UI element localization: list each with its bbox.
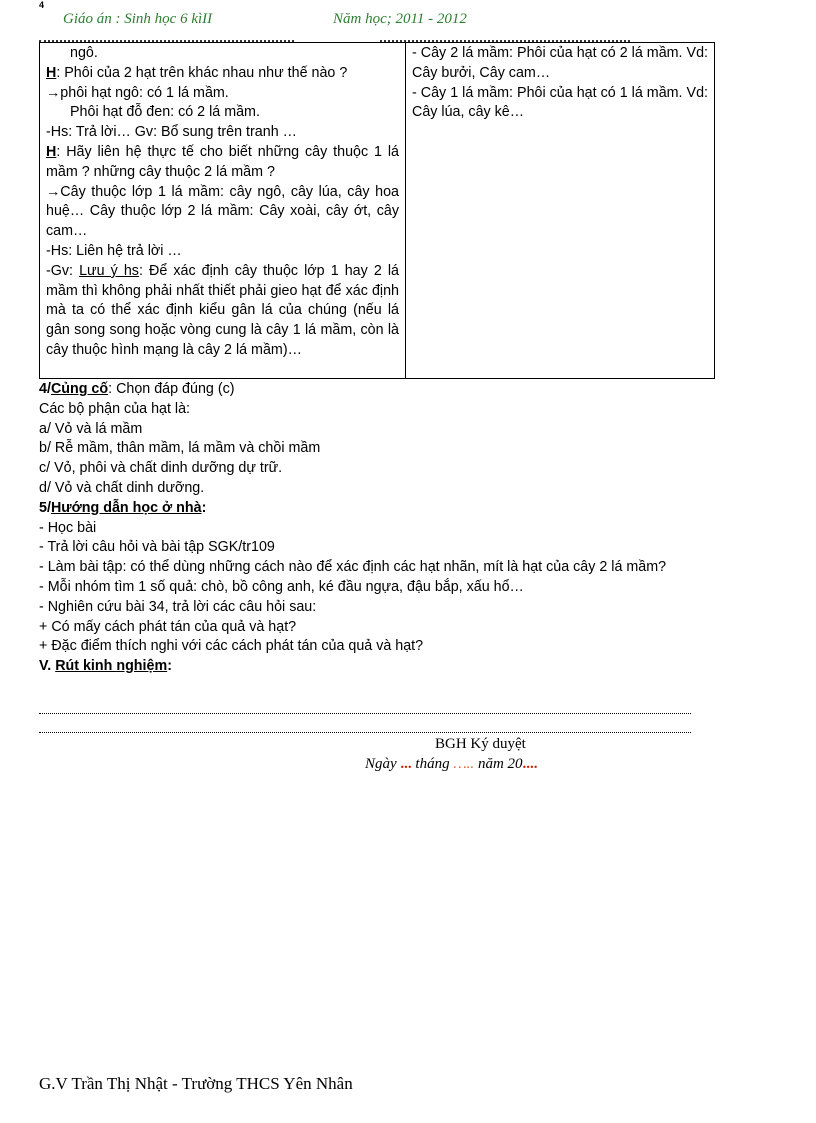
section-number: 5/ — [39, 499, 51, 516]
teacher-note-prefix: -Gv: — [46, 262, 80, 279]
after-table-content — [39, 380, 699, 677]
homework-heading — [39, 499, 699, 519]
option-a: a/ Vỏ và lá mầm — [39, 420, 143, 437]
header-subject: Giáo án : Sinh học 6 kìII — [63, 11, 213, 27]
left-line: Phôi hạt đỗ đen: có 2 lá mầm. — [70, 104, 260, 121]
homework-item: - Mỗi nhóm tìm 1 số quả: chò, bồ công anh, ké đầu ngựa, đậu bắp, xấu hổ… — [39, 578, 524, 595]
option-d: d/ Vỏ và chất dinh dưỡng. — [39, 479, 205, 496]
page-number: 4 — [39, 0, 45, 10]
date-blank-year: .... — [522, 756, 538, 772]
teacher-student-activities-cell — [40, 43, 406, 379]
experience-dotted-line-2 — [39, 732, 691, 733]
homework-item: + Có mấy cách phát tán của quả và hạt? — [39, 618, 297, 635]
teacher-note-line — [46, 262, 399, 361]
left-line: -Hs: Trả lời… Gv: Bổ sung trên tranh … — [46, 124, 297, 141]
lesson-table — [39, 42, 715, 379]
left-line: →phôi hạt ngô: có 1 lá mầm. — [46, 84, 229, 101]
option-b: b/ Rễ mầm, thân mầm, lá mầm và chồi mầm — [39, 440, 321, 457]
consolidation-heading — [39, 380, 699, 400]
section-title: Rút kinh nghiệm — [55, 658, 168, 675]
footer-author: G.V Trần Thị Nhật - Trường THCS Yên Nhân — [39, 1074, 353, 1093]
date-year-label: năm 20 — [477, 756, 523, 772]
experience-heading — [39, 657, 699, 677]
header-school-year: Năm học; 2011 - 2012 — [333, 11, 467, 27]
left-line: -Hs: Liên hệ trả lời … — [46, 242, 182, 259]
homework-item: - Học bài — [39, 519, 97, 536]
section-title: Hướng dẫn học ở nhà — [50, 499, 202, 516]
approval-date — [365, 756, 538, 773]
question-line — [46, 64, 399, 84]
section-rest: : Chọn đáp đúng (c) — [108, 381, 235, 397]
right-line: - Cây 1 lá mầm: Phôi của hạt có 1 lá mầm. Vd: Cây lúa, cây kê… — [412, 84, 708, 121]
teacher-note-text: : Để xác định cây thuộc lớp 1 hay 2 lá mầm thì không phải nhất thiết phải gieo hạt để xác định mà ta có thể xác định kiểu gân lá của chúng (nếu lá gân song song hoặc vòng cung là cây 1 lá mầm, còn là cây thuộc hình mạng là cây 2 lá mầm)… — [46, 262, 399, 358]
date-blank-day: ... — [400, 756, 412, 772]
question-line — [46, 143, 399, 183]
question-text: : Phôi của 2 hạt trên khác nhau như thế nào ? — [56, 64, 348, 81]
date-prefix: Ngày — [365, 756, 397, 772]
question-marker: H — [46, 143, 57, 160]
question-marker: H — [46, 64, 57, 81]
teacher-note-label: Lưu ý hs — [79, 262, 139, 279]
content-cell — [406, 43, 715, 379]
question-text: : Hãy liên hệ thực tế cho biết những cây thuộc 1 lá mầm ? những cây thuộc 2 lá mầm ? — [46, 143, 399, 180]
section-rest: : — [201, 499, 207, 516]
homework-item: - Trả lời câu hỏi và bài tập SGK/tr109 — [39, 539, 275, 556]
section-number: 4/ — [39, 381, 51, 397]
left-line: ngô. — [70, 45, 98, 61]
option-c: c/ Vỏ, phôi và chất dinh dưỡng dự trữ. — [39, 460, 283, 477]
homework-item: - Làm bài tập: có thể dùng những cách nào để xác định các hạt nhãn, mít là hạt của cây 2 lá mầm? — [39, 559, 667, 576]
consolidation-question: Các bộ phận của hạt là: — [39, 400, 191, 417]
left-line: →Cây thuộc lớp 1 lá mầm: cây ngô, cây lúa, cây hoa huệ… Cây thuộc lớp 2 lá mầm: Cây xoài, cây ớt, cây cam… — [46, 183, 399, 240]
experience-dotted-line-1 — [39, 713, 691, 714]
section-number: V. — [39, 658, 52, 675]
right-line: - Cây 2 lá mầm: Phôi của hạt có 2 lá mầm. Vd: Cây bưởi, Cây cam… — [412, 45, 708, 81]
homework-item: - Nghiên cứu bài 34, trả lời các câu hỏi sau: — [39, 598, 317, 615]
approval-title: BGH Ký duyệt — [435, 736, 526, 752]
date-blank-month: ….. — [453, 756, 475, 772]
date-month-label: tháng — [415, 756, 450, 772]
homework-item: + Đặc điểm thích nghi với các cách phát tán của quả và hạt? — [39, 638, 424, 655]
section-rest: : — [167, 658, 172, 675]
section-title: Củng cố — [50, 381, 109, 397]
